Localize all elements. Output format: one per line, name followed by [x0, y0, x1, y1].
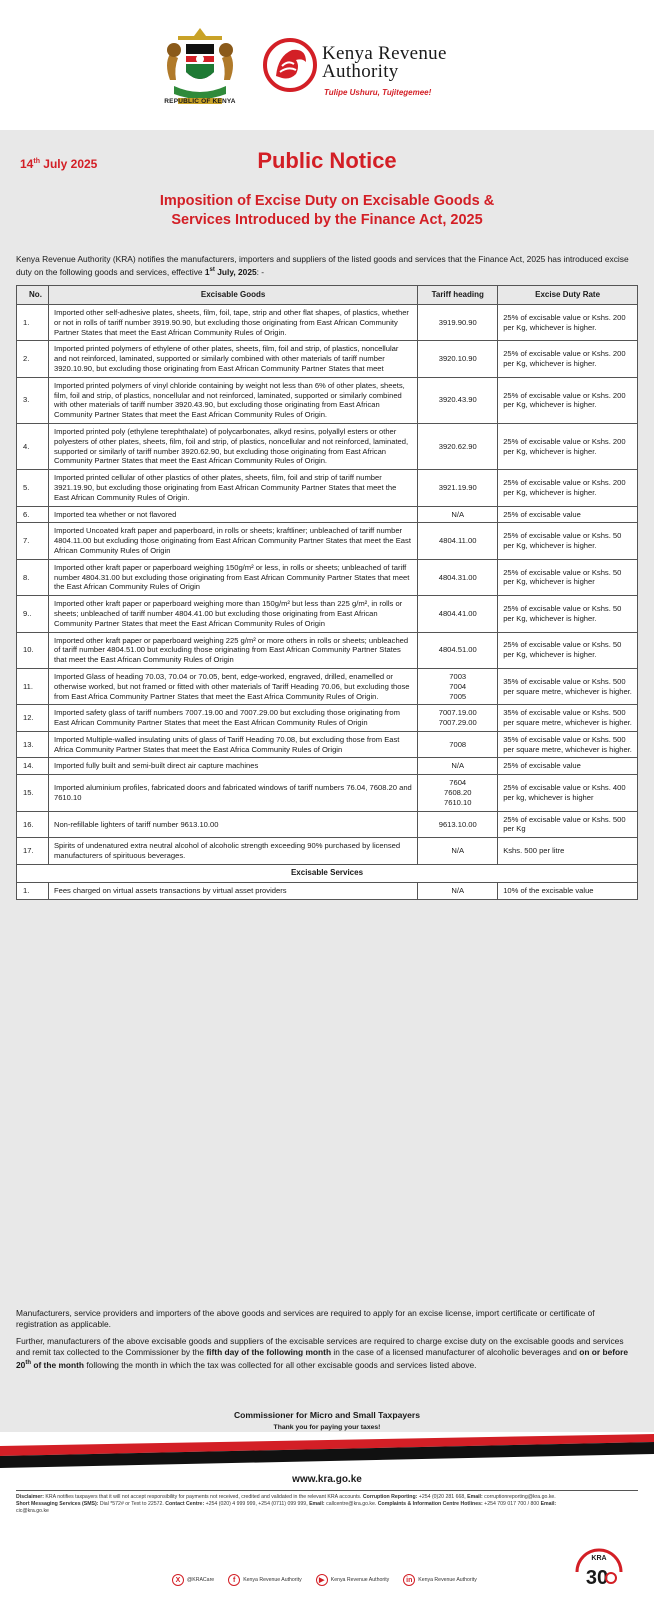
item-description: Imported other kraft paper or paperboard weighing 150g/m² or less, in rolls or sheets; unbleached of tariff number 4804.31.00 but excluding those originating from East African Community Partner States that meet the East African Community Rules of Origin [48, 559, 417, 595]
tariff-heading: 3919.90.90 [418, 305, 498, 341]
item-description: Imported printed cellular of other plastics of other plates, sheets, film, foil and strip of tariff number 3921.19.90, but excluding those originating from East African Community Partner States that meet the East African Community Rules of Origin. [48, 470, 417, 506]
tariff-heading: 4804.41.00 [418, 596, 498, 632]
goods-row [17, 559, 638, 595]
organization-name-line1: Kenya Revenue [322, 43, 447, 64]
column-header-tariff: Tariff heading [418, 286, 498, 305]
social-links [172, 1573, 477, 1587]
intro-date-day: 1 [204, 266, 210, 277]
complaints-email-label: Email: [540, 1501, 557, 1507]
tariff-heading: 3921.19.90 [418, 470, 498, 506]
item-description: Imported safety glass of tariff numbers 7007.19.00 and 7007.29.00 but excluding those originating from East African Community Partner States that meet the East African Community Rules of Origin [48, 705, 417, 732]
goods-row [17, 731, 638, 758]
tariff-heading: 4804.31.00 [418, 559, 498, 595]
remittance-text-c: in the case of a licensed manufacturer of alcoholic beverages and [331, 1347, 580, 1358]
complaints-text: +254 709 017 700 / 800 [482, 1501, 541, 1507]
social-link[interactable] [172, 1574, 214, 1586]
social-label: Kenya Revenue Authority [243, 1577, 302, 1583]
kra-lion-logo-icon [262, 36, 318, 94]
intro-date-rest: July, 2025 [214, 266, 257, 277]
disclaimer-text: KRA notifies taxpayers that it will not accept responsibility for payments not received, credited and validated in the relevant KRA accounts. [43, 1494, 363, 1500]
tariff-heading: N/A [418, 838, 498, 865]
remittance-text-b: fifth day of the following month [206, 1347, 332, 1358]
disclaimer-label: Disclaimer: [16, 1494, 44, 1500]
notice-title: Public Notice [257, 148, 397, 173]
x-icon: X [172, 1574, 184, 1586]
tariff-heading: 3920.62.90 [418, 423, 498, 469]
disclaimer [16, 1494, 564, 1515]
duty-rate: 25% of excisable value or Kshs. 50 per Kg, whichever is higher. [498, 523, 638, 559]
row-number: 13. [17, 731, 49, 758]
linkedin-icon: in [403, 1574, 415, 1586]
duty-rate: 35% of excisable value or Kshs. 500 per square metre, whichever is higher. [498, 668, 638, 704]
goods-row [17, 341, 638, 377]
column-header-no: No. [17, 286, 49, 305]
intro-paragraph [16, 254, 638, 278]
goods-row [17, 705, 638, 732]
sms-label: Short Messaging Services (SMS): [16, 1501, 99, 1507]
goods-row [17, 423, 638, 469]
duty-rate: 25% of excisable value or Kshs. 50 per Kg, whichever is higher. [498, 596, 638, 632]
public-notice [0, 130, 654, 1432]
goods-row [17, 775, 638, 811]
item-description: Imported Uncoated kraft paper and paperboard, in rolls or sheets; kraftliner; unbleached of tariff number 4804.11.00 but excluding those originating from East African Community Partner States that meet the East African Community Rules of Origin [48, 523, 417, 559]
organization-name [322, 45, 447, 81]
goods-row [17, 668, 638, 704]
callcentre-label: Email: [309, 1501, 325, 1507]
row-number: 16. [17, 811, 49, 838]
row-number: 9.. [17, 596, 49, 632]
table-header-row [17, 286, 638, 305]
goods-row [17, 758, 638, 775]
services-section-title: Excisable Services [17, 864, 638, 882]
contact-text: +254 (020) 4 999 999, +254 (0711) 099 999, [204, 1501, 310, 1507]
notice-subtitle [60, 192, 594, 230]
facebook-icon: f [228, 1574, 240, 1586]
row-number: 2. [17, 341, 49, 377]
item-description: Imported printed polymers of vinyl chloride containing by weight not less than 6% of other plates, sheets, film, foil and strip, of plastics, noncellular and not reinforced, laminated, supported or similarly combined with other materials of tariff number 3920.43.90, but excluding those originating from East African Community Partner States that meet the East African Community Rules of Origin. [48, 377, 417, 423]
masthead [0, 0, 654, 130]
goods-row [17, 632, 638, 668]
organization-name-line2: Authority [322, 61, 399, 82]
subtitle-line2: Services Introduced by the Finance Act, 2025 [171, 212, 483, 228]
remittance-paragraph [16, 1336, 638, 1371]
license-paragraph: Manufacturers, service providers and importers of the above goods and services are required to apply for an excise license, import certificate or certificate of registration as applicable. [16, 1308, 595, 1330]
row-number: 12. [17, 705, 49, 732]
item-description: Imported Glass of heading 70.03, 70.04 or 70.05, bent, edge-worked, engraved, drilled, enamelled or otherwise worked, but not framed or fitted with other materials of Tariff Heading 70.06, but excluding those from East Africa Community Partner States that meet the East Africa Community Rules of Origin. [48, 668, 417, 704]
row-number: 15. [17, 775, 49, 811]
row-number: 1. [17, 305, 49, 341]
goods-row [17, 838, 638, 865]
duty-rate: 35% of excisable value or Kshs. 500 per square metre, whichever is higher. [498, 731, 638, 758]
complaints-label: Complaints & Information Centre Hotlines: [377, 1501, 483, 1507]
website-link[interactable]: www.kra.go.ke [292, 1474, 362, 1485]
remittance-text-d: on or before 20 [16, 1347, 629, 1371]
subtitle-line1: Imposition of Excise Duty on Excisable Goods & [159, 193, 495, 209]
item-description: Imported other kraft paper or paperboard weighing more than 150g/m² but less than 225 g/m², in rolls or sheets; unbleached of tariff number 4804.41.00 but excluding those originating from East African Community Partner States that meet the East African Community Rules of Origin [48, 596, 417, 632]
tariff-heading: 7008 [418, 731, 498, 758]
goods-row [17, 523, 638, 559]
tariff-heading: N/A [418, 882, 498, 899]
badge-number: 30 [585, 1567, 609, 1589]
duty-rate: 25% of excisable value [498, 506, 638, 523]
goods-row [17, 470, 638, 506]
service-row [17, 882, 638, 899]
duty-rate: 10% of the excisable value [498, 882, 638, 899]
date-suffix: th [33, 158, 40, 165]
goods-table-body [17, 305, 638, 865]
contact-label: Contact Centre: [165, 1501, 205, 1507]
item-description: Imported Multiple-walled insulating units of glass of Tariff Heading 70.08, but excluding those from East Africa Community Partner States that meet the East Africa Community Rules of Origin [48, 731, 417, 758]
item-description: Spirits of undenatured extra neutral alcohol of alcoholic strength exceeding 90% purchased by licensed manufacturers of spirituous beverages. [48, 838, 417, 865]
social-link[interactable] [228, 1574, 302, 1586]
goods-row [17, 596, 638, 632]
row-number: 5. [17, 470, 49, 506]
date-rest: July 2025 [39, 157, 98, 171]
row-number: 17. [17, 838, 49, 865]
goods-row [17, 811, 638, 838]
social-label: Kenya Revenue Authority [418, 1577, 477, 1583]
item-description: Imported printed poly (ethylene terephthalate) of polycarbonates, alkyd resins, polyallyl esters or other polyesters of other plates, sheets, film, foil and strip, of plastics, noncellular and not reinforced, laminated, supported or similarly of tariff number 3920.62.90, but excluding those originating from East African Community Partner States that meet the East African Community Rules of Origin. [48, 423, 417, 469]
tariff-heading: N/A [418, 506, 498, 523]
goods-row [17, 305, 638, 341]
excisable-goods-table [16, 285, 638, 900]
row-number: 3. [17, 377, 49, 423]
row-number: 14. [17, 758, 49, 775]
corruption-label: Corruption Reporting: [362, 1494, 418, 1500]
thank-you-line: Thank you for paying your taxes! [273, 1424, 381, 1431]
footer-divider [16, 1490, 638, 1491]
callcentre-text: callcentre@kra.go.ke. [324, 1501, 378, 1507]
intro-tail: : - [256, 266, 265, 277]
duty-rate: 25% of excisable value or Kshs. 200 per Kg, whichever is higher. [498, 423, 638, 469]
remittance-text-e: of the month [31, 1360, 85, 1371]
coat-of-arms-caption: REPUBLIC OF KENYA [164, 98, 236, 105]
duty-rate: 25% of excisable value or Kshs. 400 per kg, whichever is higher [498, 775, 638, 811]
intro-text: Kenya Revenue Authority (KRA) notifies the manufacturers, importers and suppliers of the listed goods and services that the Finance Act, 2025 has introduced excise duty on the following goods and services, effective [16, 254, 629, 277]
tariff-heading: 4804.11.00 [418, 523, 498, 559]
tagline: Tulipe Ushuru, Tujitegemee! [324, 88, 432, 97]
social-link[interactable] [316, 1574, 390, 1586]
item-description: Imported tea whether or not flavored [48, 506, 417, 523]
remittance-text-d-sup: th [25, 1360, 31, 1367]
column-header-rate: Excise Duty Rate [498, 286, 638, 305]
kra-30-years-badge-icon [573, 1542, 625, 1592]
item-description: Imported aluminium profiles, fabricated doors and fabricated windows of tariff numbers 76.04, 7608.20 and 7610.10 [48, 775, 417, 811]
intro-date-suffix: st [209, 267, 215, 273]
item-description: Fees charged on virtual assets transactions by virtual asset providers [48, 882, 417, 899]
row-number: 7. [17, 523, 49, 559]
item-description: Imported other kraft paper or paperboard weighing 225 g/m² or more others in rolls or sheets; unbleached of tariff number 4804.51.00 but excluding those originating from East African Community Partner States that meet the East African Community Rules of Origin [48, 632, 417, 668]
social-label: @KRACare [187, 1577, 215, 1583]
remittance-text-f: following the month in which the tax was collected for all other excisable goods and services listed above. [84, 1360, 477, 1371]
row-number: 11. [17, 668, 49, 704]
item-description: Imported printed polymers of ethylene of other plates, sheets, film, foil and strip, of plastics, noncellular and not reinforced, laminated, supported or similarly combined with other materials of tariff number 3920.10.90, but excluding those originating from East African Community Partner States that meet [48, 341, 417, 377]
item-description: Non-refillable lighters of tariff number 9613.10.00 [48, 811, 417, 838]
tariff-heading: 9613.10.00 [418, 811, 498, 838]
email-text: corruptionreporting@kra.go.ke. [482, 1494, 556, 1500]
services-section-header [17, 864, 638, 882]
row-number: 4. [17, 423, 49, 469]
duty-rate: 25% of excisable value or Kshs. 50 per Kg, whichever is higher. [498, 632, 638, 668]
row-number: 6. [17, 506, 49, 523]
date-day: 14 [20, 157, 34, 171]
youtube-icon: ▶ [316, 1574, 328, 1586]
duty-rate: 25% of excisable value or Kshs. 200 per Kg, whichever is higher. [498, 470, 638, 506]
social-label: Kenya Revenue Authority [330, 1577, 390, 1583]
sms-text: Dial *572# or Text to 22572. [98, 1501, 166, 1507]
corruption-text: +254 (0)20 281 668, [417, 1494, 468, 1500]
tariff-heading: 7604 7608.20 7610.10 [418, 775, 498, 811]
complaints-email-text: cic@kra.go.ke [16, 1508, 49, 1514]
tariff-heading: 3920.10.90 [418, 341, 498, 377]
duty-rate: 25% of excisable value or Kshs. 500 per Kg [498, 811, 638, 838]
goods-row [17, 506, 638, 523]
tariff-heading: 7007.19.00 7007.29.00 [418, 705, 498, 732]
signatory: Commissioner for Micro and Small Taxpayers [233, 1410, 421, 1420]
email-label: Email: [467, 1494, 483, 1500]
duty-rate: 25% of excisable value [498, 758, 638, 775]
duty-rate: 35% of excisable value or Kshs. 500 per square metre, whichever is higher. [498, 705, 638, 732]
item-description: Imported other self-adhesive plates, sheets, film, foil, tape, strip and other flat shapes, of plastics, whether or not in rolls of tariff number 3919.90.90, but excluding those originating from East African Community Partner States that meet the East African Community Rules of Origin. [48, 305, 417, 341]
services-section [17, 864, 638, 882]
item-description: Imported fully built and semi-built direct air capture machines [48, 758, 417, 775]
duty-rate: 25% of excisable value or Kshs. 200 per Kg, whichever is higher. [498, 305, 638, 341]
column-header-goods: Excisable Goods [48, 286, 417, 305]
social-link[interactable] [403, 1574, 477, 1586]
tariff-heading: 4804.51.00 [418, 632, 498, 668]
duty-rate: Kshs. 500 per litre [498, 838, 638, 865]
duty-rate: 25% of excisable value or Kshs. 50 per Kg, whichever is higher [498, 559, 638, 595]
tariff-heading: 3920.43.90 [418, 377, 498, 423]
footer-decorative-band [0, 1432, 654, 1468]
tariff-heading: 7003 7004 7005 [418, 668, 498, 704]
tariff-heading: N/A [418, 758, 498, 775]
remittance-text-a: Further, manufacturers of the above excisable goods and suppliers of the excisable services are required to charge excise duty on the excisable goods and services and remit tax collected to the Commissioner by the [16, 1336, 624, 1358]
goods-row [17, 377, 638, 423]
duty-rate: 25% of excisable value or Kshs. 200 per Kg, whichever is higher. [498, 341, 638, 377]
row-number: 8. [17, 559, 49, 595]
badge-top-text: KRA [591, 1555, 607, 1562]
row-number: 1. [17, 882, 49, 899]
services-table-body [17, 882, 638, 899]
row-number: 10. [17, 632, 49, 668]
duty-rate: 25% of excisable value or Kshs. 200 per Kg, whichever is higher. [498, 377, 638, 423]
